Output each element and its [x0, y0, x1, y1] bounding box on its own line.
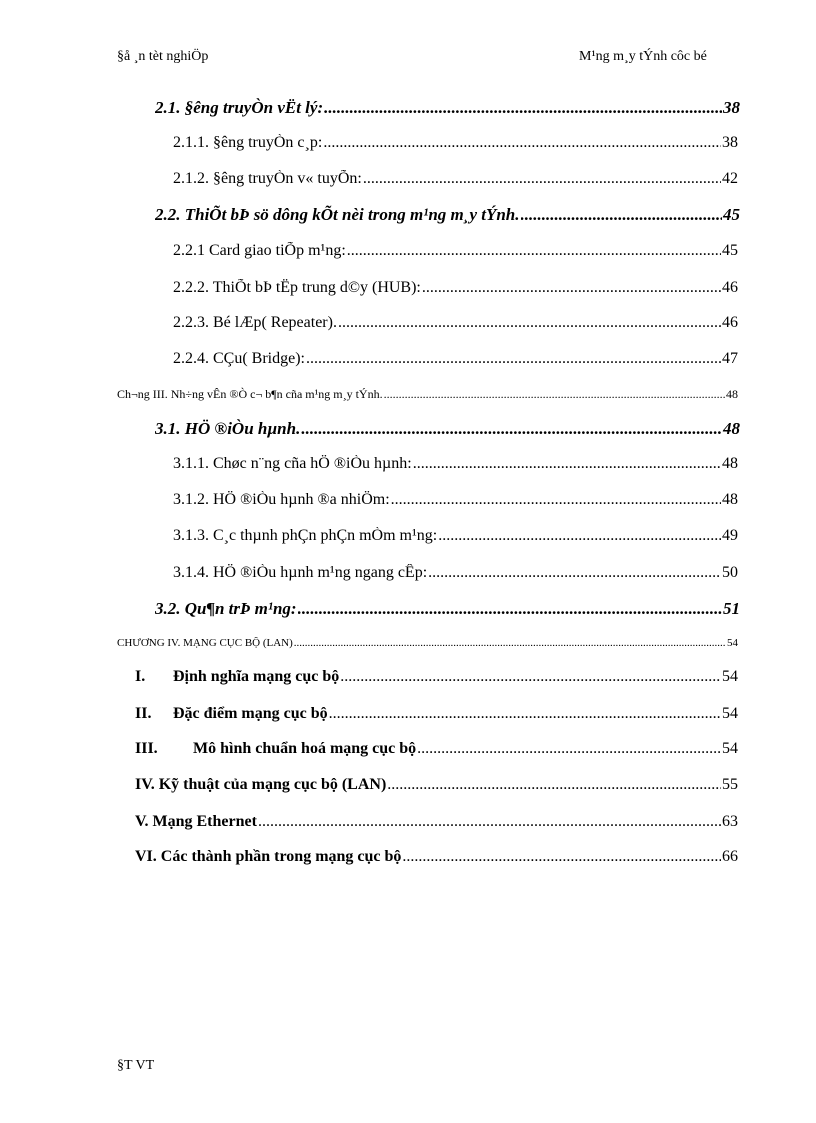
toc-entry[interactable] [173, 170, 738, 188]
toc-page: 48 [722, 491, 738, 508]
toc-entry[interactable] [135, 848, 738, 866]
toc-number: IV. [135, 776, 155, 793]
toc-title: HÖ ®iÒu hµnh m¹ng ngang cÊp: [213, 564, 428, 581]
toc-leader [306, 350, 721, 368]
toc-page: 47 [722, 350, 738, 367]
toc-title: Định nghĩa mạng cục bộ [173, 668, 340, 685]
toc-page: 45 [722, 242, 738, 259]
toc-entry[interactable] [117, 637, 738, 649]
toc-page: 50 [722, 564, 738, 581]
toc-number: V. [135, 813, 149, 830]
toc-number: 3.1.1. [173, 455, 209, 472]
toc-page: 46 [722, 279, 738, 296]
toc-title: C¸c thµnh phÇn phÇn mÒm m¹ng: [213, 527, 438, 544]
toc-title: CHƯƠNG IV. MẠNG CỤC BỘ (LAN) [117, 637, 293, 649]
toc-entry[interactable] [135, 668, 738, 686]
toc-page: 49 [722, 527, 738, 544]
toc-leader [417, 740, 721, 758]
toc-leader [413, 455, 721, 473]
toc-title: Đặc điểm mạng cục bộ [173, 705, 328, 722]
toc-number: II. [135, 705, 152, 722]
toc-number: VI. [135, 848, 157, 865]
toc-leader [387, 776, 721, 794]
toc-page: 42 [722, 170, 738, 187]
toc-title: §êng truyÒn vËt lý: [184, 98, 324, 117]
toc-leader [347, 242, 721, 260]
toc-entry[interactable] [135, 776, 738, 794]
toc-page: 46 [722, 314, 738, 331]
toc-page: 45 [723, 205, 740, 224]
toc-leader [340, 668, 721, 686]
toc-entry[interactable] [173, 350, 738, 368]
toc-title: HÖ ®iÒu hµnh ®a nhiÖm: [213, 491, 390, 508]
toc-number: 2.1.2. [173, 170, 209, 187]
toc-number: 2.2.2. [173, 279, 209, 296]
toc-leader [384, 387, 725, 402]
toc-title: Kỹ thuật của mạng cục bộ (LAN) [158, 776, 387, 793]
toc-title: HÖ ®iÒu hµnh. [184, 419, 301, 438]
toc-title: Bé lÆp( Repeater). [213, 314, 337, 331]
toc-number: III. [135, 740, 158, 757]
toc-number: 3.1.3. [173, 527, 209, 544]
toc-entry[interactable] [173, 527, 738, 545]
toc-number: 3.1. [155, 419, 181, 438]
toc-page: 48 [723, 419, 740, 438]
toc-title: Các thành phần trong mạng cục bộ [160, 848, 402, 865]
footer-text: §T VT [117, 1058, 155, 1073]
header-right: M¹ng m¸y tÝnh côc bé [579, 49, 707, 64]
toc-title: Mạng Ethernet [152, 813, 257, 830]
toc-title: Ch¬ng III. Nh÷ng vÊn ®Ò c¬ b¶n cña m¹ng m¸y tÝnh. [117, 387, 383, 401]
toc-number: 2.2.1 [173, 242, 205, 259]
toc-entry[interactable] [155, 98, 740, 118]
toc-title: Mô hình chuẩn hoá mạng cục bộ [193, 740, 417, 757]
toc-number: 2.2.3. [173, 314, 209, 331]
toc-page: 38 [722, 134, 738, 151]
toc-entry[interactable] [173, 279, 738, 297]
toc-title: ThiÕt bÞ tËp trung d©y (HUB): [212, 279, 421, 296]
toc-leader [294, 637, 726, 649]
toc-title: CÇu( Bridge): [213, 350, 305, 367]
toc-title: §êng truyÒn c¸p: [213, 134, 323, 151]
toc-entry[interactable] [173, 314, 738, 332]
toc-number: 2.2.4. [173, 350, 209, 367]
toc-page: 54 [722, 668, 738, 685]
toc-leader [363, 170, 721, 188]
toc-leader [391, 491, 721, 509]
toc-entry[interactable] [173, 564, 738, 582]
toc-number: 2.2. [155, 205, 181, 224]
toc-entry[interactable] [173, 242, 738, 260]
toc-title: Card giao tiÕp m¹ng: [209, 242, 346, 259]
toc-page: 54 [722, 740, 738, 757]
toc-entry[interactable] [117, 387, 738, 402]
toc-entry[interactable] [135, 740, 738, 758]
toc-number: 3.1.2. [173, 491, 209, 508]
toc-entry[interactable] [155, 419, 740, 439]
toc-entry[interactable] [173, 134, 738, 152]
toc-entry[interactable] [173, 491, 738, 509]
toc-leader [301, 419, 722, 439]
toc-entry[interactable] [155, 599, 740, 619]
toc-page: 38 [723, 98, 740, 117]
toc-entry[interactable] [155, 205, 740, 225]
toc-leader [402, 848, 721, 866]
toc-page: 51 [723, 599, 740, 618]
toc-leader [438, 527, 721, 545]
toc-page: 54 [722, 705, 738, 722]
toc-leader [521, 205, 722, 225]
toc-title: §êng truyÒn v« tuyÕn: [213, 170, 362, 187]
toc-title: ThiÕt bÞ sö dông kÕt nèi trong m¹ng m¸y tÝnh. [184, 205, 520, 224]
toc-page: 66 [722, 848, 738, 865]
toc-leader [324, 98, 722, 118]
toc-page: 54 [727, 637, 738, 649]
toc-entry[interactable] [135, 813, 738, 831]
header-left: §å ¸n tèt nghiÖp [117, 49, 209, 64]
toc-leader [329, 705, 721, 723]
toc-page: 48 [722, 455, 738, 472]
toc-number: 2.1.1. [173, 134, 209, 151]
toc-entry[interactable] [135, 705, 738, 723]
toc-entry[interactable] [173, 455, 738, 473]
toc-leader [298, 599, 722, 619]
toc-leader [428, 564, 721, 582]
toc-title: Qu¶n trÞ m¹ng: [184, 599, 297, 618]
toc-leader [258, 813, 721, 831]
toc-leader [323, 134, 721, 152]
toc-page: 48 [726, 387, 738, 401]
toc-title: Chøc n¨ng cña hÖ ®iÒu hµnh: [213, 455, 412, 472]
toc-number: I. [135, 668, 146, 685]
toc-number: 3.2. [155, 599, 181, 618]
toc-number: 3.1.4. [173, 564, 209, 581]
toc-page: 55 [722, 776, 738, 793]
toc-number: 2.1. [155, 98, 181, 117]
toc-page: 63 [722, 813, 738, 830]
toc-leader [422, 279, 721, 297]
toc-leader [338, 314, 721, 332]
